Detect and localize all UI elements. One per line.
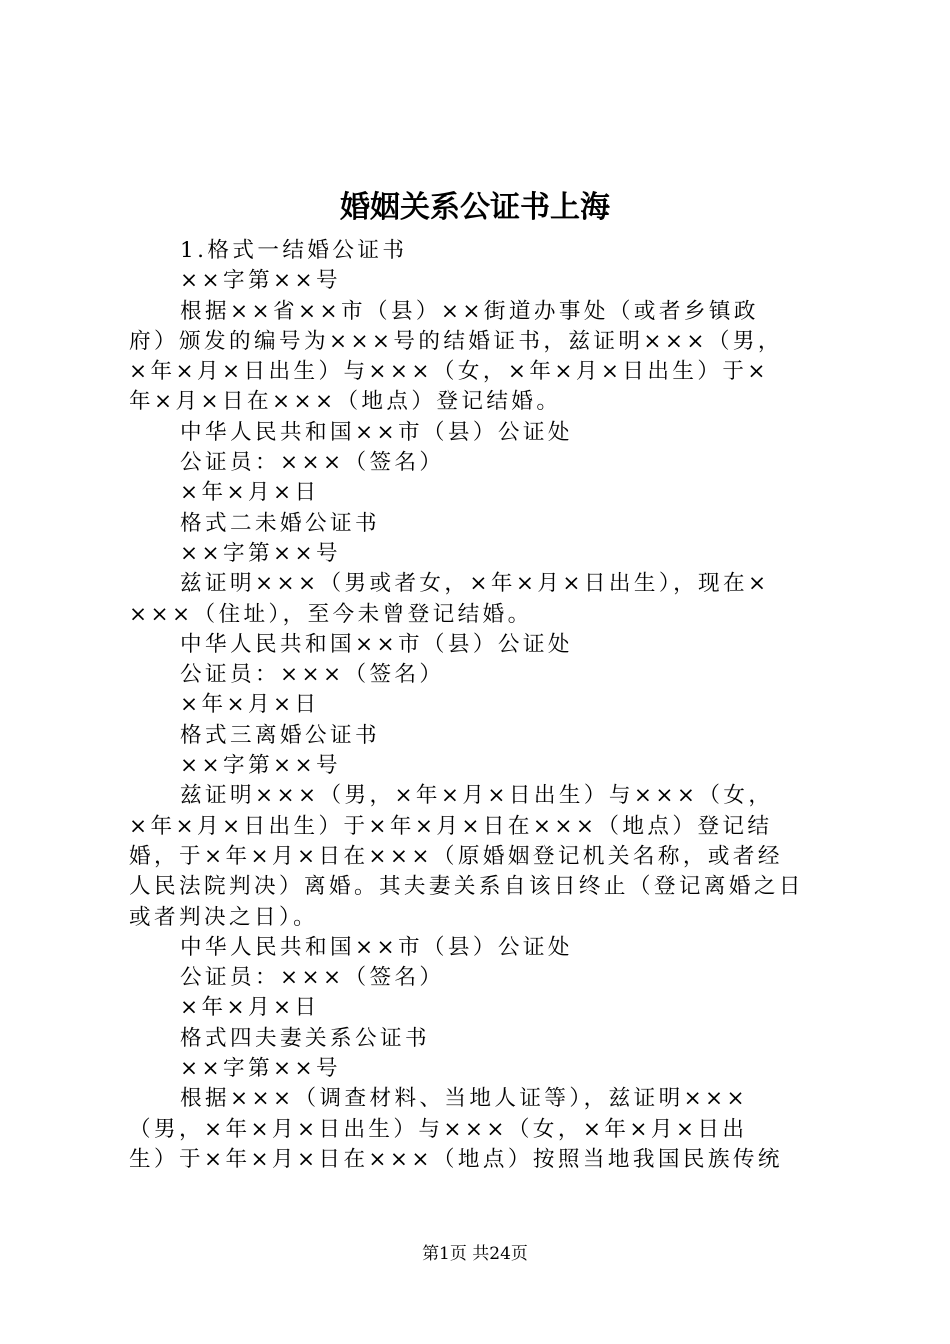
body-line: ×年×月×日 (180, 692, 320, 718)
body-line: 根据×××（调查材料、当地人证等），兹证明××× (180, 1086, 749, 1112)
body-line: 根据××省××市（县）××街道办事处（或者乡镇政 (180, 298, 759, 324)
body-line: ×年×月×日出生）与×××（女，×年×月×日出生）于× (129, 359, 769, 385)
body-line: 年×月×日在×××（地点）登记结婚。 (129, 389, 562, 415)
body-line: 1.格式一结婚公证书 (180, 238, 408, 263)
body-line: ××字第××号 (180, 540, 341, 566)
body-line: 公证员：×××（签名） (180, 662, 445, 688)
body-line: ×年×月×日 (180, 995, 320, 1021)
document-title: 婚姻关系公证书上海 (340, 190, 610, 225)
body-line: 兹证明×××（男，×年×月×日出生）与×××（女， (180, 783, 774, 809)
body-line: 生）于×年×月×日在×××（地点）按照当地我国民族传统 (129, 1146, 783, 1172)
body-line: （男，×年×月×日出生）与×××（女，×年×月×日出 (129, 1116, 748, 1142)
body-line: ×年×月×日 (180, 480, 320, 506)
body-line: 或者判决之日）。 (129, 904, 319, 930)
body-line: 公证员：×××（签名） (180, 965, 445, 991)
body-line: ××字第××号 (180, 753, 341, 779)
body-line: 公证员：×××（签名） (180, 450, 445, 476)
body-line: 中华人民共和国××市（县）公证处 (180, 934, 573, 960)
body-line: 格式三离婚公证书 (180, 722, 380, 748)
body-line: 中华人民共和国××市（县）公证处 (180, 419, 573, 445)
page-footer: 第1页 共24页 (422, 1244, 528, 1264)
body-line: ×年×月×日出生）于×年×月×日在×××（地点）登记结 (129, 813, 773, 839)
body-line: 格式二未婚公证书 (180, 510, 380, 536)
document-body (129, 236, 831, 1175)
body-line: ××字第××号 (180, 268, 341, 294)
body-line: 中华人民共和国××市（县）公证处 (180, 631, 573, 657)
body-line: 府）颁发的编号为×××号的结婚证书，兹证明×××（男， (129, 328, 783, 354)
body-line: 人民法院判决）离婚。其夫妻关系自该日终止（登记离婚之日 (129, 874, 804, 900)
body-line: ××字第××号 (180, 1056, 341, 1082)
body-line: 格式四夫妻关系公证书 (180, 1025, 430, 1051)
body-line: 兹证明×××（男或者女，×年×月×日出生），现在× (180, 571, 770, 597)
body-line: ×××（住址），至今未曾登记结婚。 (129, 601, 533, 627)
body-line: 婚，于×年×月×日在×××（原婚姻登记机关名称，或者经 (129, 843, 783, 869)
